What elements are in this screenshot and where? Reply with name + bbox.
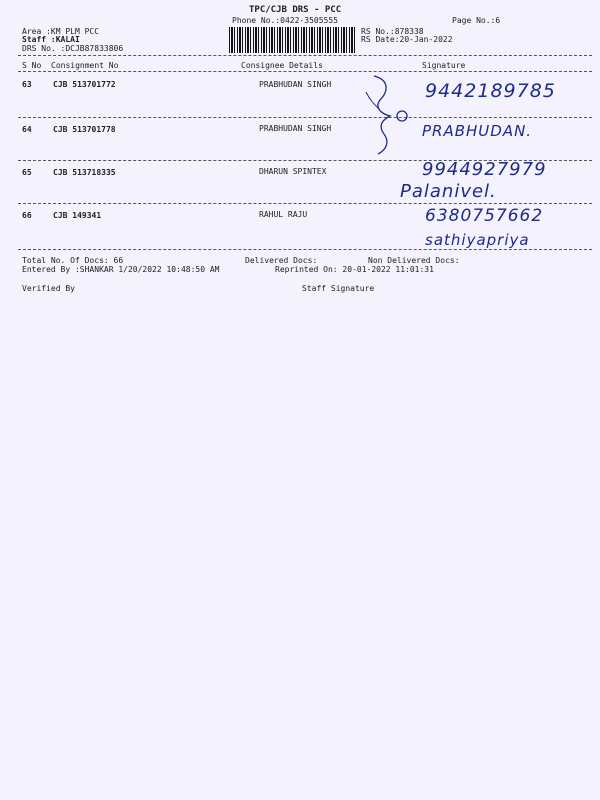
non-delivered-docs: Non Delivered Docs: [368,256,460,265]
page-number: Page No.:6 [452,16,501,25]
handwritten-phone: 9442189785 [425,80,556,102]
rs-date: RS Date:20-Jan-2022 [361,35,453,44]
drs-number: DRS No. :DCJB87833806 [22,44,124,53]
area-label: Area :KM PLM PCC [22,27,100,36]
row-consignment: CJB 513701778 [53,125,116,134]
row-sno: 64 [22,125,32,134]
handwritten-name: sathiyapriya [425,231,530,249]
row-consignee: PRABHUDAN SINGH [259,80,332,89]
row-consignment: CJB 513718335 [53,168,116,177]
document-title: TPC/CJB DRS - PCC [249,5,342,15]
column-header-signature: Signature [422,61,466,70]
column-header-consignment: Consignment No [51,61,119,70]
row-consignment: CJB 513701772 [53,80,116,89]
total-docs: Total No. Of Docs: 66 [22,256,124,265]
row-consignment: CJB 149341 [53,211,102,220]
delivered-docs: Delivered Docs: [245,256,318,265]
rs-number: RS No.:878338 [361,27,424,36]
staff-label: Staff :KALAI [22,35,80,44]
verified-by: Verified By [22,284,75,293]
row-sno: 66 [22,211,32,220]
row-consignee: DHARUN SPINTEX [259,167,327,176]
handwritten-name: Palanivel. [400,181,497,202]
divider [18,55,592,56]
handwritten-phone: 6380757662 [425,206,544,226]
row-consignee: PRABHUDAN SINGH [259,124,332,133]
row-sno: 63 [22,80,32,89]
handwritten-name: PRABHUDAN. [422,122,533,140]
phone-number: Phone No.:0422-3505555 [232,16,338,25]
row-sno: 65 [22,168,32,177]
entered-by: Entered By :SHANKAR 1/20/2022 10:48:50 AM [22,265,220,274]
handwritten-phone: 9944927979 [422,159,547,180]
column-header-consignee: Consignee Details [241,61,323,70]
row-consignee: RAHUL RAJU [259,210,308,219]
reprinted-on: Reprinted On: 20-01-2022 11:01:31 [275,265,434,274]
barcode [229,27,356,53]
column-header-sno: S No [22,61,42,70]
staff-signature: Staff Signature [302,284,375,293]
